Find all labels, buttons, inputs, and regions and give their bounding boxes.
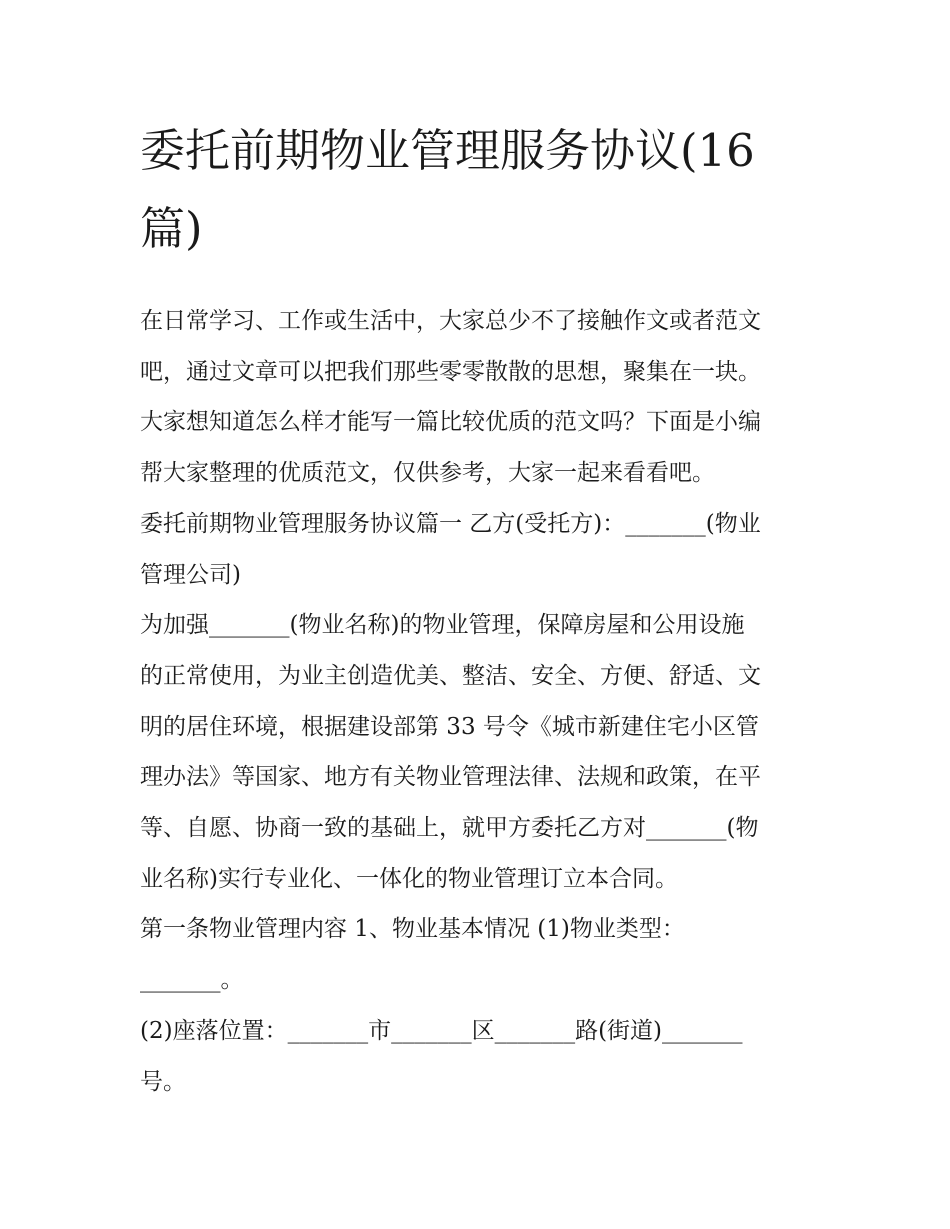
location-paragraph (140, 1006, 820, 1107)
article-one-paragraph (140, 904, 820, 1005)
text-line: 在日常学习、工作或生活中，大家总少不了接触作文或者范文 (140, 308, 761, 334)
text-line: 委托前期物业管理服务协议篇一 乙方(受托方)：_______(物业 (140, 510, 761, 537)
text-line: (2)座落位置：_______市_______区_______路(街道)_______ (140, 1017, 743, 1044)
purpose-paragraph (140, 600, 820, 904)
text-line: 号。 (140, 1068, 186, 1095)
text-line: 大家想知道怎么样才能写一篇比较优质的范文吗？下面是小编 (140, 409, 761, 436)
document-page (140, 112, 820, 1107)
title-text: 委托前期物业管理服务协议(16 (140, 124, 755, 177)
document-title (140, 112, 820, 268)
party-paragraph (140, 499, 820, 600)
text-line: _______。 (140, 967, 244, 994)
text-line: 第一条物业管理内容 1、物业基本情况 (1)物业类型： (140, 916, 685, 943)
intro-paragraph (140, 296, 820, 499)
text-line: 业名称)实行专业化、一体化的物业管理订立本合同。 (140, 865, 678, 892)
text-line: 帮大家整理的优质范文，仅供参考，大家一起来看看吧。 (140, 460, 715, 487)
title-line (140, 112, 820, 190)
title-text: 篇) (140, 202, 203, 255)
text-line: 吧，通过文章可以把我们那些零零散散的思想，聚集在一块。 (140, 358, 761, 385)
text-line: 管理公司) (140, 561, 241, 588)
text-line: 理办法》等国家、地方有关物业管理法律、法规和政策，在平 (140, 764, 761, 791)
text-line: 为加强_______(物业名称)的物业管理，保障房屋和公用设施 (140, 612, 745, 639)
title-line (140, 190, 820, 268)
text-line: 明的居住环境，根据建设部第 33 号令《城市新建住宅小区管 (140, 713, 759, 740)
text-line: 的正常使用，为业主创造优美、整洁、安全、方便、舒适、文 (140, 662, 761, 689)
text-line: 等、自愿、协商一致的基础上，就甲方委托乙方对_______(物 (140, 815, 759, 842)
